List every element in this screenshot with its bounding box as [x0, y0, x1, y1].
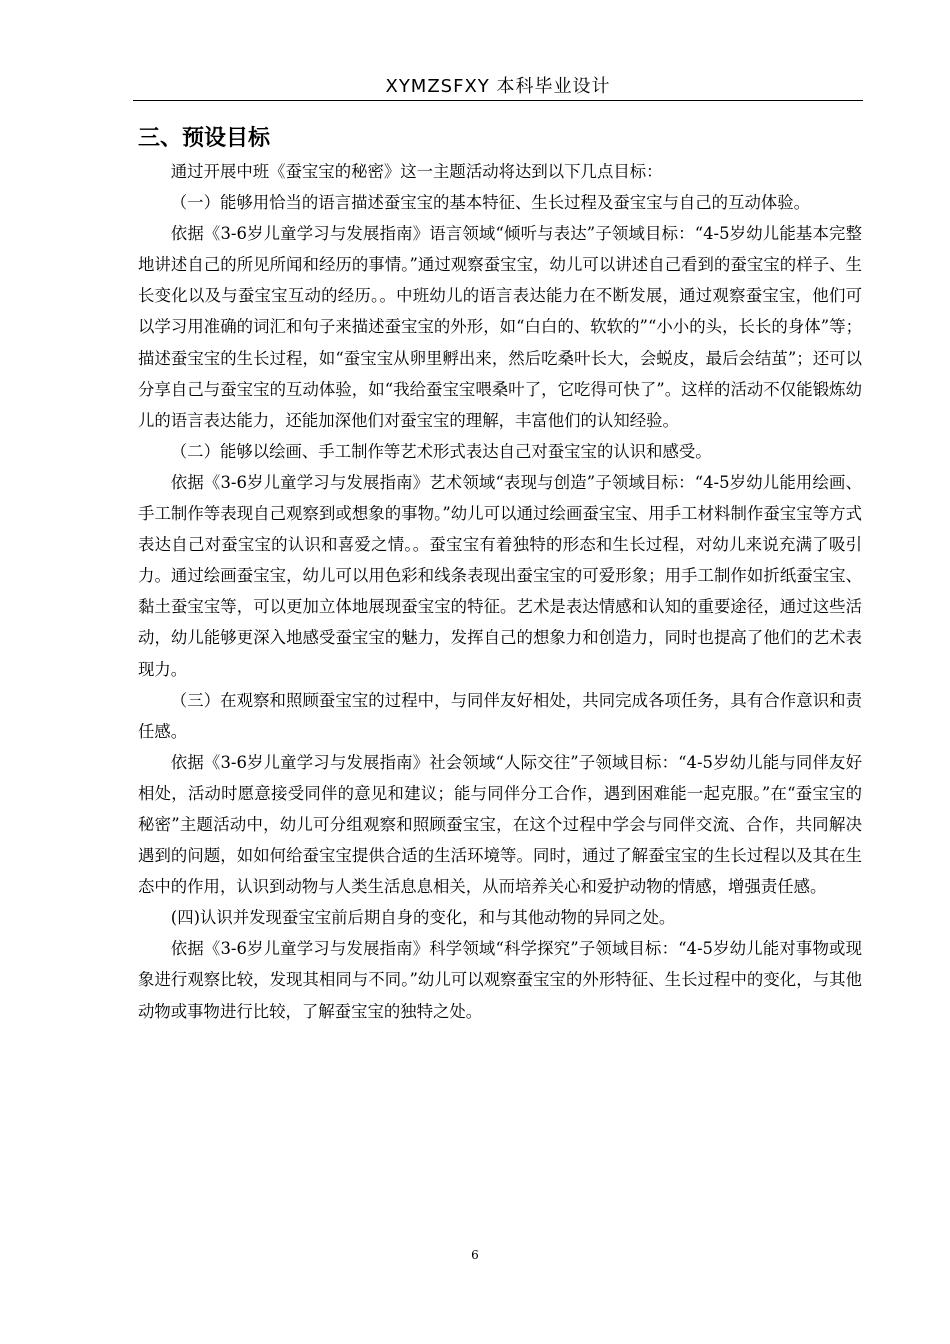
header-divider	[133, 100, 863, 101]
goal-2-heading: （二）能够以绘画、手工制作等艺术形式表达自己对蚕宝宝的认识和感受。	[170, 441, 712, 461]
goal-1-heading: （一）能够用恰当的语言描述蚕宝宝的基本特征、生长过程及蚕宝宝与自己的互动体验。	[170, 193, 811, 213]
goal-3-heading: （三）在观察和照顾蚕宝宝的过程中，与同伴友好相处，共同完成各项任务，具有合作意识和责任感。	[138, 690, 862, 741]
document-body	[138, 122, 862, 1027]
goal-1-body: 依据《3-6岁儿童学习与发展指南》语言领域“倾听与表达”子领域目标：“4-5岁幼儿能基本完整地讲述自己的所见所闻和经历的事情。”通过观察蚕宝宝，幼儿可以讲述自己看到的蚕宝宝的样子、生长变化以及与蚕宝宝互动的经历。。中班幼儿的语言表达能力在不断发展，通过观察蚕宝宝，他们可以学习用准确的词汇和句子来描述蚕宝宝的外形，如“白白的、软软的”“小小的头，长长的身体”等；描述蚕宝宝的生长过程，如“蚕宝宝从卵里孵出来，然后吃桑叶长大，会蜕皮，最后会结茧”；还可以分享自己与蚕宝宝的互动体验，如“我给蚕宝宝喂桑叶了，它吃得可快了”。这样的活动不仅能锻炼幼儿的语言表达能力，还能加深他们对蚕宝宝的理解，丰富他们的认知经验。	[138, 224, 862, 430]
section-title: 三、预设目标	[138, 126, 271, 151]
goal-4-heading: (四)认识并发现蚕宝宝前后期自身的变化，和与其他动物的异同之处。	[170, 908, 676, 928]
goal-2-body: 依据《3-6岁儿童学习与发展指南》艺术领域“表现与创造”子领域目标：“4-5岁幼儿能用绘画、手工制作等表现自己观察到或想象的事物。”幼儿可以通过绘画蚕宝宝、用手工材料制作蚕宝宝等方式表达自己对蚕宝宝的认识和喜爱之情。。蚕宝宝有着独特的形态和生长过程，对幼儿来说充满了吸引力。通过绘画蚕宝宝，幼儿可以用色彩和线条表现出蚕宝宝的可爱形象；用手工制作如折纸蚕宝宝、黏土蚕宝宝等，可以更加立体地展现蚕宝宝的特征。艺术是表达情感和认知的重要途径，通过这些活动，幼儿能够更深入地感受蚕宝宝的魅力，发挥自己的想象力和创造力，同时也提高了他们的艺术表现力。	[138, 472, 862, 679]
page-header: XYMZSFXY 本科毕业设计	[385, 76, 611, 97]
goal-4-body: 依据《3-6岁儿童学习与发展指南》科学领域“科学探究”子领域目标：“4-5岁幼儿能对事物或现象进行观察比较，发现其相同与不同。”幼儿可以观察蚕宝宝的外形特征、生长过程中的变化，与其他动物或事物进行比较，了解蚕宝宝的独特之处。	[138, 939, 862, 1021]
intro-paragraph: 通过开展中班《蚕宝宝的秘密》这一主题活动将达到以下几点目标：	[170, 162, 663, 181]
goal-3-body: 依据《3-6岁儿童学习与发展指南》社会领域“人际交往”子领域目标：“4-5岁幼儿能与同伴友好相处，活动时愿意接受同伴的意见和建议；能与同伴分工合作，遇到困难能一起克服。”在“蚕宝宝的秘密”主题活动中，幼儿可分组观察和照顾蚕宝宝，在这个过程中学会与同伴交流、合作，共同解决遇到的问题，如如何给蚕宝宝提供合适的生活环境等。同时，通过了解蚕宝宝的生长过程以及其在生态中的作用，认识到动物与人类生活息息相关，从而培养关心和爱护动物的情感，增强责任感。	[138, 752, 862, 897]
page-number: 6	[471, 1248, 479, 1262]
